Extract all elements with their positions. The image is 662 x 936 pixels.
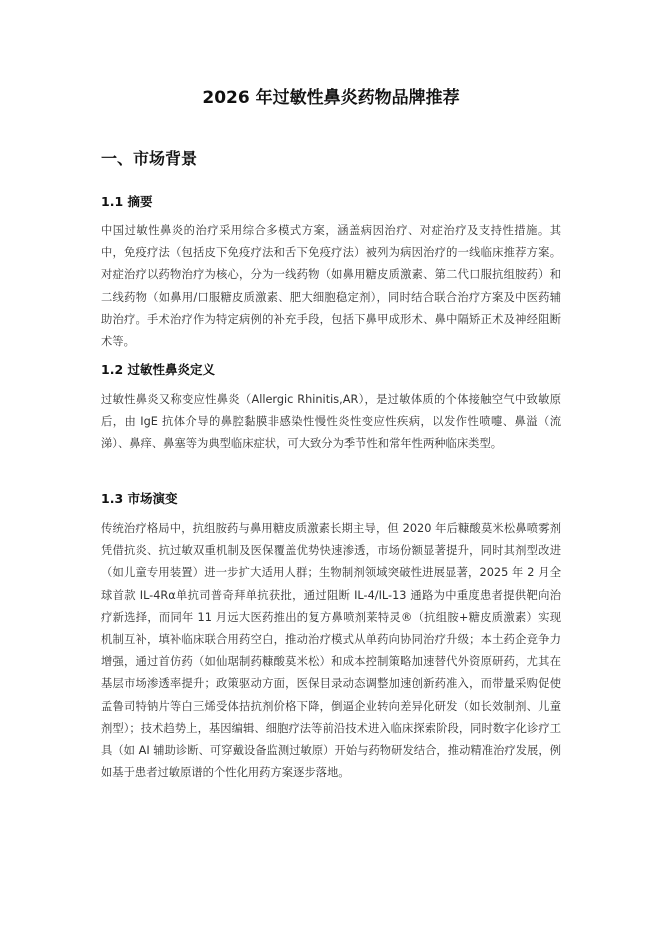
summary-paragraph: 中国过敏性鼻炎的治疗采用综合多模式方案，涵盖病因治疗、对症治疗及支持性措施。其中，免疫疗法（包括皮下免疫疗法和舌下免疫疗法）被列为病因治疗的一线临床推荐方案。对症治疗以药物治疗为核心，分为一线药物（如鼻用糖皮质激素、第二代口服抗组胺药）和二线药物（如鼻用/口服糖皮质激素、肥大细胞稳定剂），同时结合联合治疗方案及中医药辅助治疗。手术治疗作为特定病例的补充手段，包括下鼻甲成形术、鼻中隔矫正术及神经阻断术等。 — [101, 224, 561, 349]
market-evolution-paragraph: 传统治疗格局中，抗组胺药与鼻用糖皮质激素长期主导，但 2020 年后糠酸莫米松鼻喷雾剂凭借抗炎、抗过敏双重机制及医保覆盖优势快速渗透，市场份额显著提升，同时其剂型改进（如儿童专用装置）进一步扩大适用人群；生物制剂领域突破性进展显著，2025 年 2 月全球首款 IL-4Rα单抗司普奇拜单抗获批，通过阻断 IL-4/IL-13 通路为中重度患者提供靶向治疗新选择，而同年 11 月远大医药推出的复方鼻喷剂莱特灵®（抗组胺+糖皮质激素）实现机制互补，填补临床联合用药空白，推动治疗模式从单药向协同治疗升级；本土药企竞争力增强，通过首仿药（如仙琚制药糠酸莫米松）和成本控制策略加速替代外资原研药，尤其在基层市场渗透率提升；政策驱动方面，医保目录动态调整加速创新药准入，而带量采购促使孟鲁司特钠片等白三烯受体拮抗剂价格下降，倒逼企业转向差异化研发（如长效制剂、儿童剂型）；技术趋势上，基因编辑、细胞疗法等前沿技术进入临床探索阶段，同时数字化诊疗工具（如 AI 辅助诊断、可穿戴设备监测过敏原）开始与药物研发结合，推动精准治疗发展，例如基于患者过敏原谱的个性化用药方案逐步落地。 — [101, 522, 561, 780]
section-heading-market-background: 一、市场背景 — [101, 149, 198, 168]
subsection-heading-summary: 1.1 摘要 — [101, 194, 153, 209]
document-title: 2026 年过敏性鼻炎药物品牌推荐 — [202, 88, 460, 108]
definition-paragraph: 过敏性鼻炎又称变应性鼻炎（Allergic Rhinitis,AR），是过敏体质的个体接触空气中致敏原后，由 IgE 抗体介导的鼻腔黏膜非感染性慢性炎性变应性疾病，以发作性喷嚏、鼻溢（流涕）、鼻痒、鼻塞等为典型临床症状，可大致分为季节性和常年性两种临床类型。 — [101, 393, 561, 451]
subsection-heading-market-evolution: 1.3 市场演变 — [101, 491, 178, 506]
subsection-heading-definition: 1.2 过敏性鼻炎定义 — [101, 362, 215, 377]
